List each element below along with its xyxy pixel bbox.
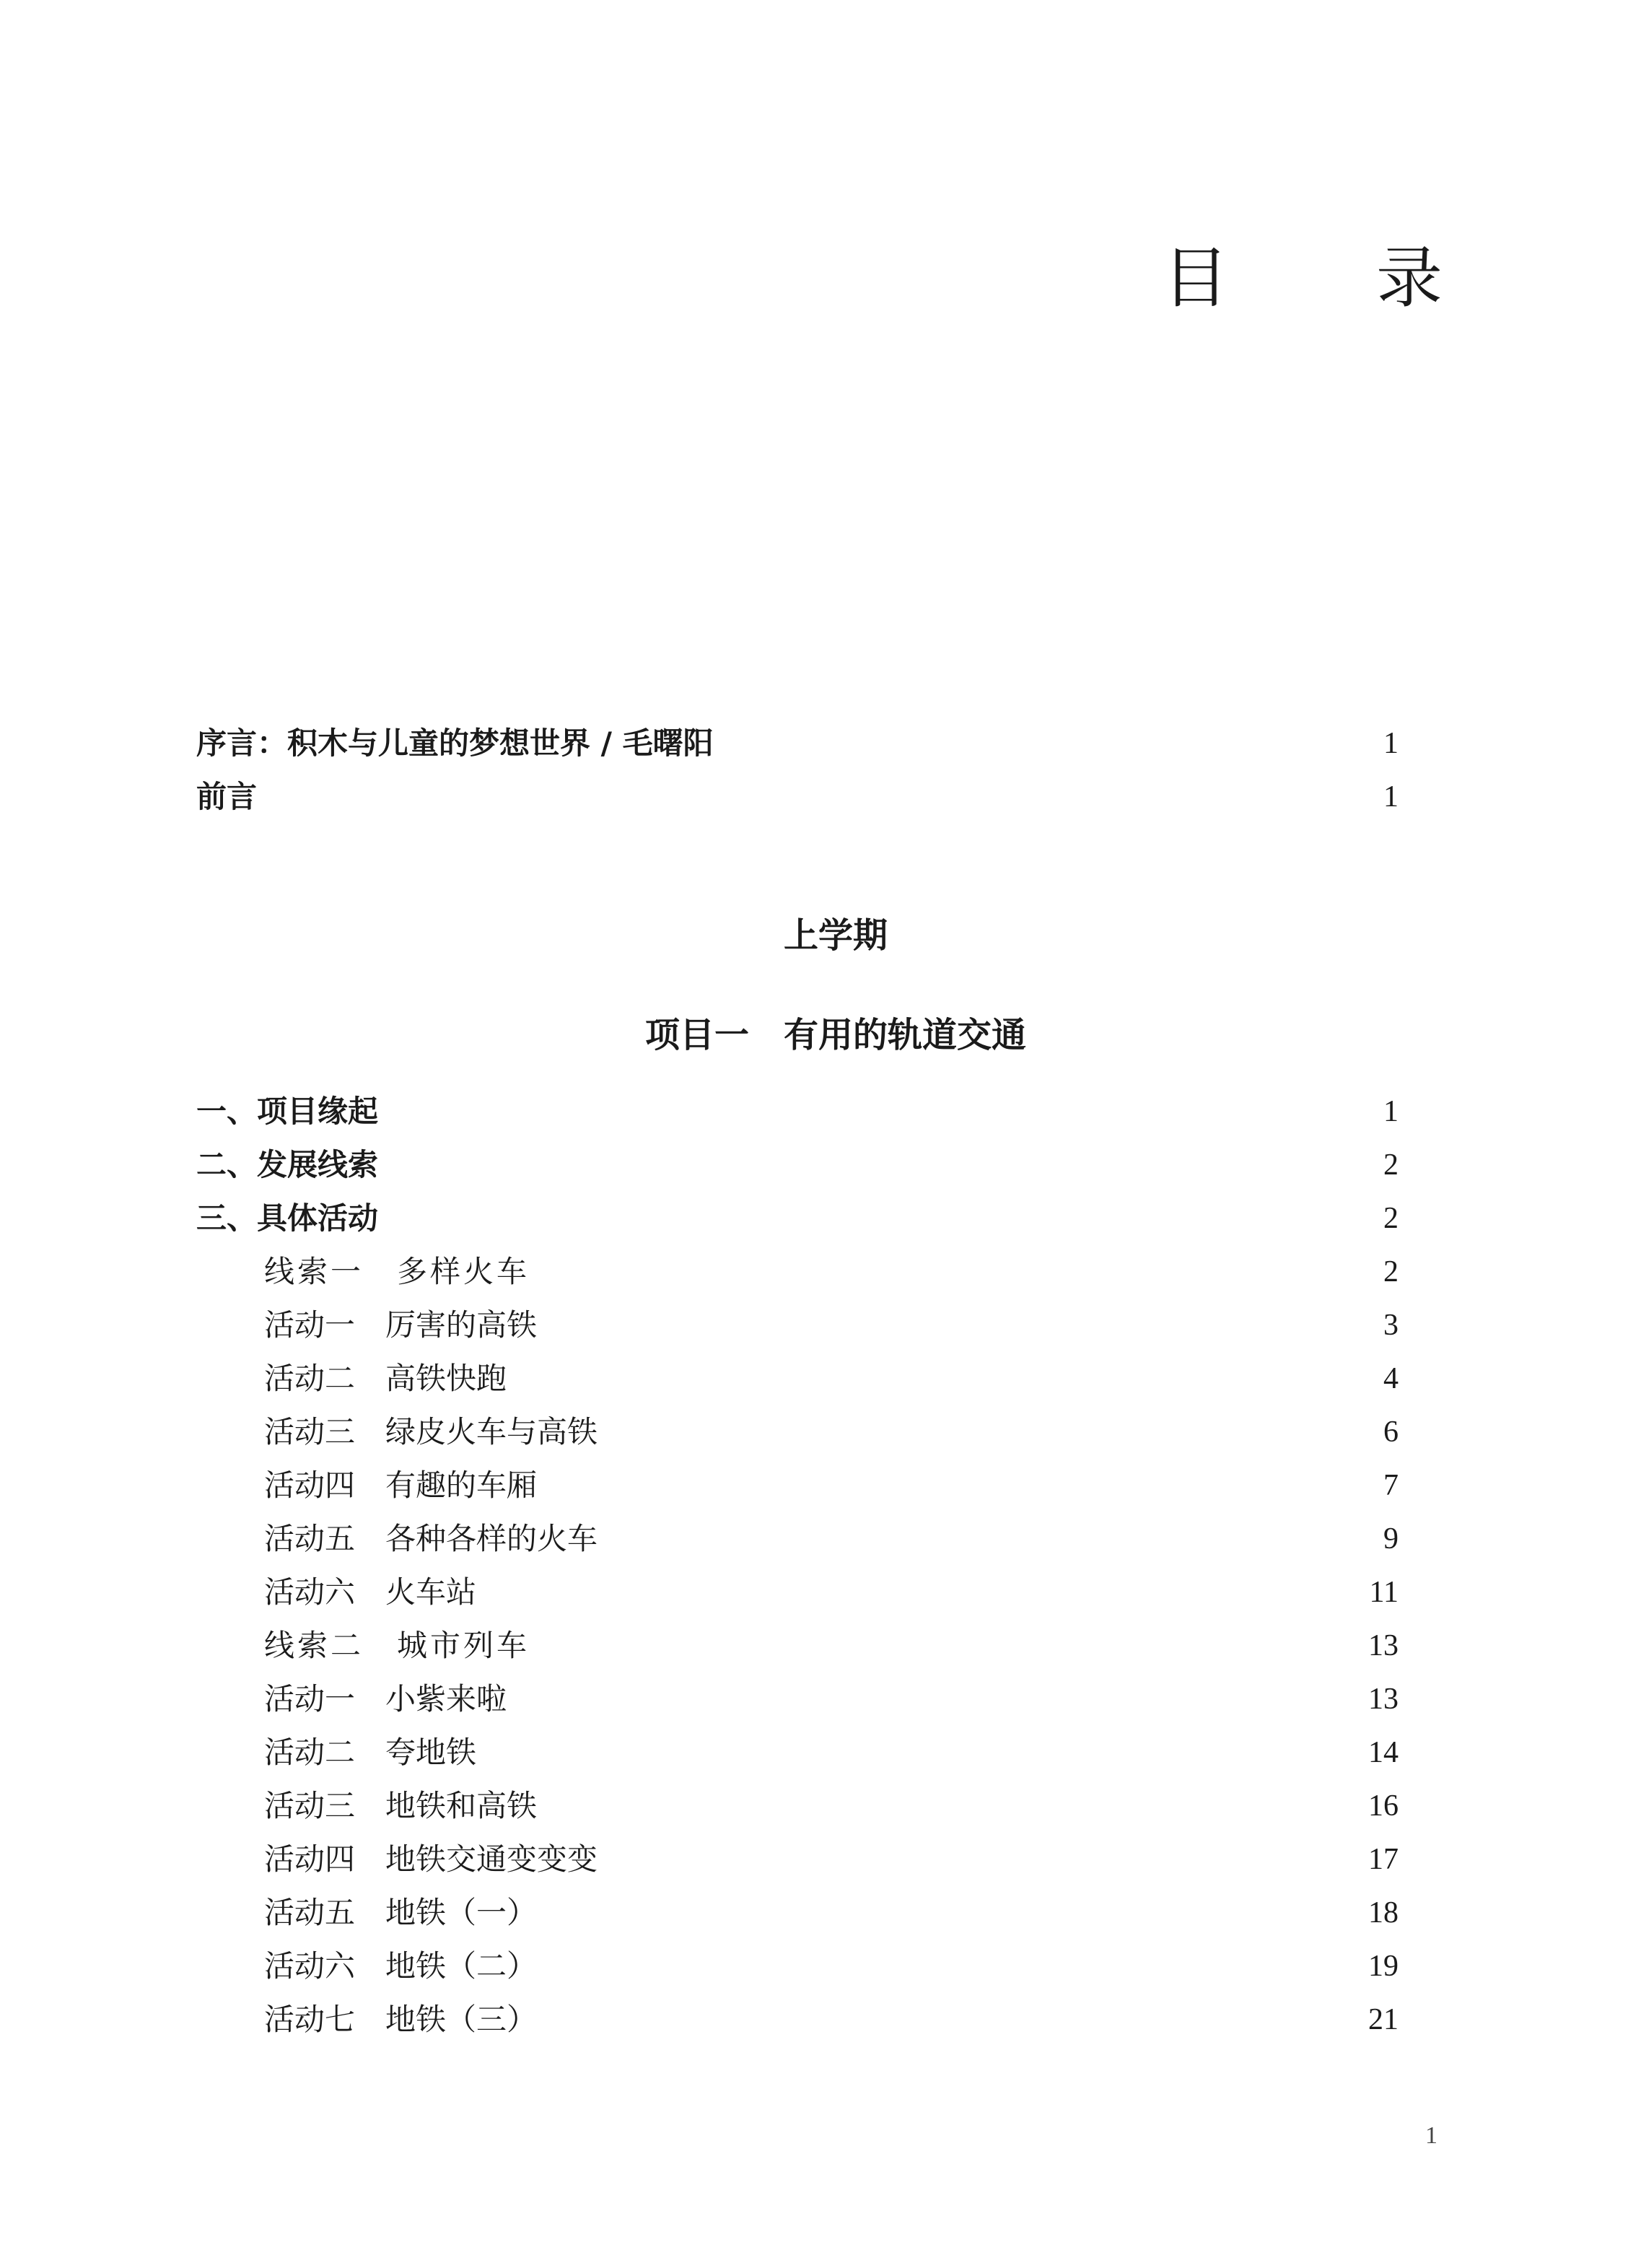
toc-entry-label: 活动六 火车站 bbox=[264, 1574, 477, 1610]
toc-entry-activity[interactable] bbox=[264, 1945, 1399, 1988]
toc-entry-page: 1 bbox=[1383, 727, 1399, 760]
toc-entry-page: 6 bbox=[1383, 1416, 1399, 1449]
toc-entry-page: 3 bbox=[1383, 1309, 1399, 1342]
toc-entry-activity[interactable] bbox=[264, 1464, 1399, 1507]
toc-entry-activity[interactable] bbox=[264, 1410, 1399, 1454]
toc-entry-activity[interactable] bbox=[264, 1784, 1399, 1828]
toc-entry-label: 活动四 地铁交通变变变 bbox=[264, 1841, 598, 1877]
toc-entry-page: 14 bbox=[1368, 1736, 1399, 1769]
toc-entry-page: 19 bbox=[1368, 1950, 1399, 1983]
toc-entry-page: 11 bbox=[1369, 1576, 1399, 1609]
toc-entry-activity[interactable] bbox=[264, 1571, 1399, 1614]
toc-entry-page: 1 bbox=[1383, 1095, 1399, 1128]
toc-entry-label: 序言：积木与儿童的梦想世界 / 毛曙阳 bbox=[196, 725, 714, 761]
toc-entry-page: 13 bbox=[1368, 1683, 1399, 1716]
toc-entry-thread[interactable] bbox=[264, 1624, 1399, 1667]
toc-entry-label: 线索一 多样火车 bbox=[264, 1254, 530, 1289]
toc-entry-label: 活动四 有趣的车厢 bbox=[264, 1467, 538, 1503]
toc-entry-page: 16 bbox=[1368, 1789, 1399, 1823]
toc-entry-label: 前言 bbox=[196, 779, 258, 814]
toc-entry-label: 活动三 地铁和高铁 bbox=[264, 1788, 538, 1823]
toc-entry-label: 活动七 地铁（三） bbox=[264, 2002, 538, 2037]
toc-entry-activity[interactable] bbox=[264, 1678, 1399, 1721]
toc-entry-page: 18 bbox=[1368, 1896, 1399, 1929]
toc-entry-preface[interactable] bbox=[196, 722, 1399, 765]
toc-entry-label: 活动六 地铁（二） bbox=[264, 1948, 538, 1984]
toc-entry-page: 13 bbox=[1368, 1629, 1399, 1662]
semester-heading: 上学期 bbox=[783, 915, 888, 956]
toc-entry-page: 4 bbox=[1383, 1362, 1399, 1395]
toc-entry-page: 1 bbox=[1383, 780, 1399, 814]
toc-entry-activity[interactable] bbox=[264, 1304, 1399, 1347]
toc-entry-label: 三、具体活动 bbox=[196, 1200, 379, 1236]
toc-entry-page: 7 bbox=[1383, 1469, 1399, 1502]
toc-entry-label: 活动三 绿皮火车与高铁 bbox=[264, 1414, 598, 1449]
toc-entry-label: 活动二 夸地铁 bbox=[264, 1735, 477, 1770]
toc-entry-activity[interactable] bbox=[264, 1731, 1399, 1774]
toc-entry-section[interactable] bbox=[196, 1197, 1399, 1240]
toc-entry-label: 活动二 高铁快跑 bbox=[264, 1361, 507, 1396]
toc-entry-activity[interactable] bbox=[264, 1891, 1399, 1935]
project-heading: 项目一 有用的轨道交通 bbox=[644, 1015, 1026, 1055]
toc-entry-page: 17 bbox=[1368, 1843, 1399, 1876]
toc-entry-foreword[interactable] bbox=[196, 775, 1399, 819]
toc-entry-page: 9 bbox=[1383, 1522, 1399, 1556]
toc-entry-page: 2 bbox=[1383, 1148, 1399, 1182]
toc-entry-label: 活动五 地铁（一） bbox=[264, 1895, 538, 1930]
toc-entry-page: 2 bbox=[1383, 1202, 1399, 1235]
toc-entry-page: 21 bbox=[1368, 2003, 1399, 2036]
toc-entry-activity[interactable] bbox=[264, 1517, 1399, 1561]
toc-entry-section[interactable] bbox=[196, 1090, 1399, 1133]
toc-entry-label: 活动一 小紫来啦 bbox=[264, 1681, 507, 1717]
toc-entry-thread[interactable] bbox=[264, 1250, 1399, 1294]
page-number: 1 bbox=[1425, 2122, 1437, 2149]
page-title: 目 录 bbox=[1162, 240, 1483, 317]
toc-entry-activity[interactable] bbox=[264, 1998, 1399, 2041]
toc-entry-label: 线索二 城市列车 bbox=[264, 1628, 530, 1663]
toc-entry-page: 2 bbox=[1383, 1255, 1399, 1288]
toc-entry-label: 活动五 各种各样的火车 bbox=[264, 1521, 598, 1556]
toc-entry-activity[interactable] bbox=[264, 1357, 1399, 1400]
toc-entry-label: 二、发展线索 bbox=[196, 1147, 379, 1182]
toc-entry-activity[interactable] bbox=[264, 1838, 1399, 1881]
toc-entry-section[interactable] bbox=[196, 1143, 1399, 1187]
toc-entry-label: 活动一 厉害的高铁 bbox=[264, 1307, 538, 1343]
toc-entry-label: 一、项目缘起 bbox=[196, 1094, 379, 1129]
